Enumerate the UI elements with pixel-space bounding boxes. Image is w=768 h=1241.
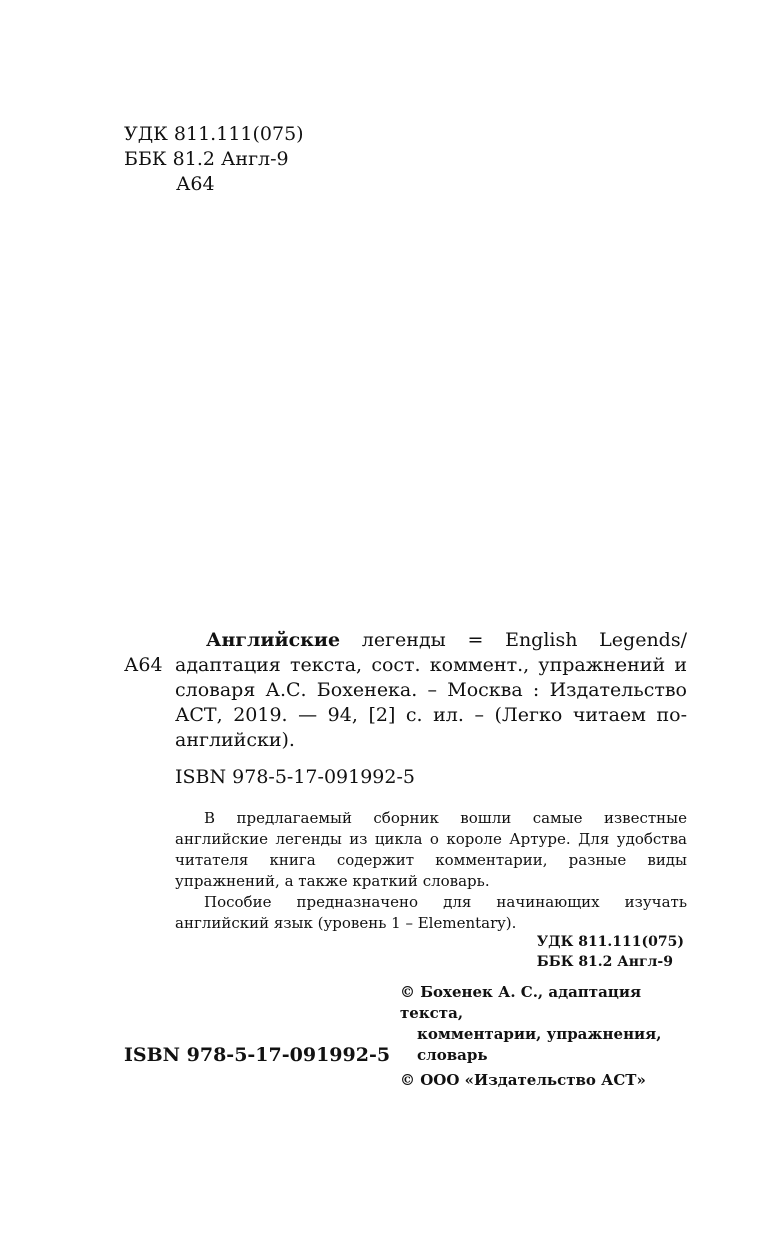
entry-line-2: адаптация текста, сост. коммент., упражнений и: [175, 654, 687, 676]
author-sign: А64: [176, 173, 215, 195]
copyright-author-line-1: © Бохенек А. С., адаптация текста,: [400, 983, 642, 1022]
copyright-author-line-2: комментарии, упражнения,: [417, 1025, 662, 1043]
bbk-code: ББК 81.2 Англ-9: [124, 148, 289, 170]
copyright-publisher: © ООО «Издательство АСТ»: [400, 1071, 646, 1089]
annotation-paragraph-2: Пособие предназначено для начинающих изучать английский язык (уровень 1 – Elementary).: [175, 893, 687, 932]
entry-line-1: [175, 628, 687, 653]
entry-line-3: словаря А.С. Бохенека. – Москва : Издательство: [175, 679, 687, 701]
codes-right: [537, 932, 684, 972]
entry-isbn: ISBN 978-5-17-091992-5: [175, 766, 415, 788]
copyright-block: [400, 982, 690, 1091]
bbk-code-right: ББК 81.2 Англ-9: [536, 954, 673, 970]
udk-code-right: УДК 811.111(075): [536, 934, 684, 950]
entry-title: Английские: [206, 629, 341, 651]
annotation-paragraph-1: В предлагаемый сборник вошли самые известные английские легенды из цикла о короле Артуре. Для удобства читателя книга содержит комментарии, разные виды упражнений, а также краткий словарь.: [175, 809, 687, 890]
entry-author-sign: А64: [124, 654, 163, 676]
annotation: [175, 808, 687, 934]
udk-bbk-block: [124, 122, 304, 197]
bibliographic-entry: [175, 628, 687, 753]
entry-title-rest: легенды = English Legends/: [340, 629, 687, 651]
udk-code: УДК 811.111(075): [124, 123, 304, 145]
isbn-bottom: ISBN 978-5-17-091992-5: [124, 1044, 391, 1066]
entry-line-5: английски).: [175, 729, 295, 751]
copyright-author-line-3: словарь: [417, 1046, 488, 1064]
entry-line-4: АСТ, 2019. — 94, [2] с. ил. – (Легко читаем по-: [175, 704, 687, 726]
